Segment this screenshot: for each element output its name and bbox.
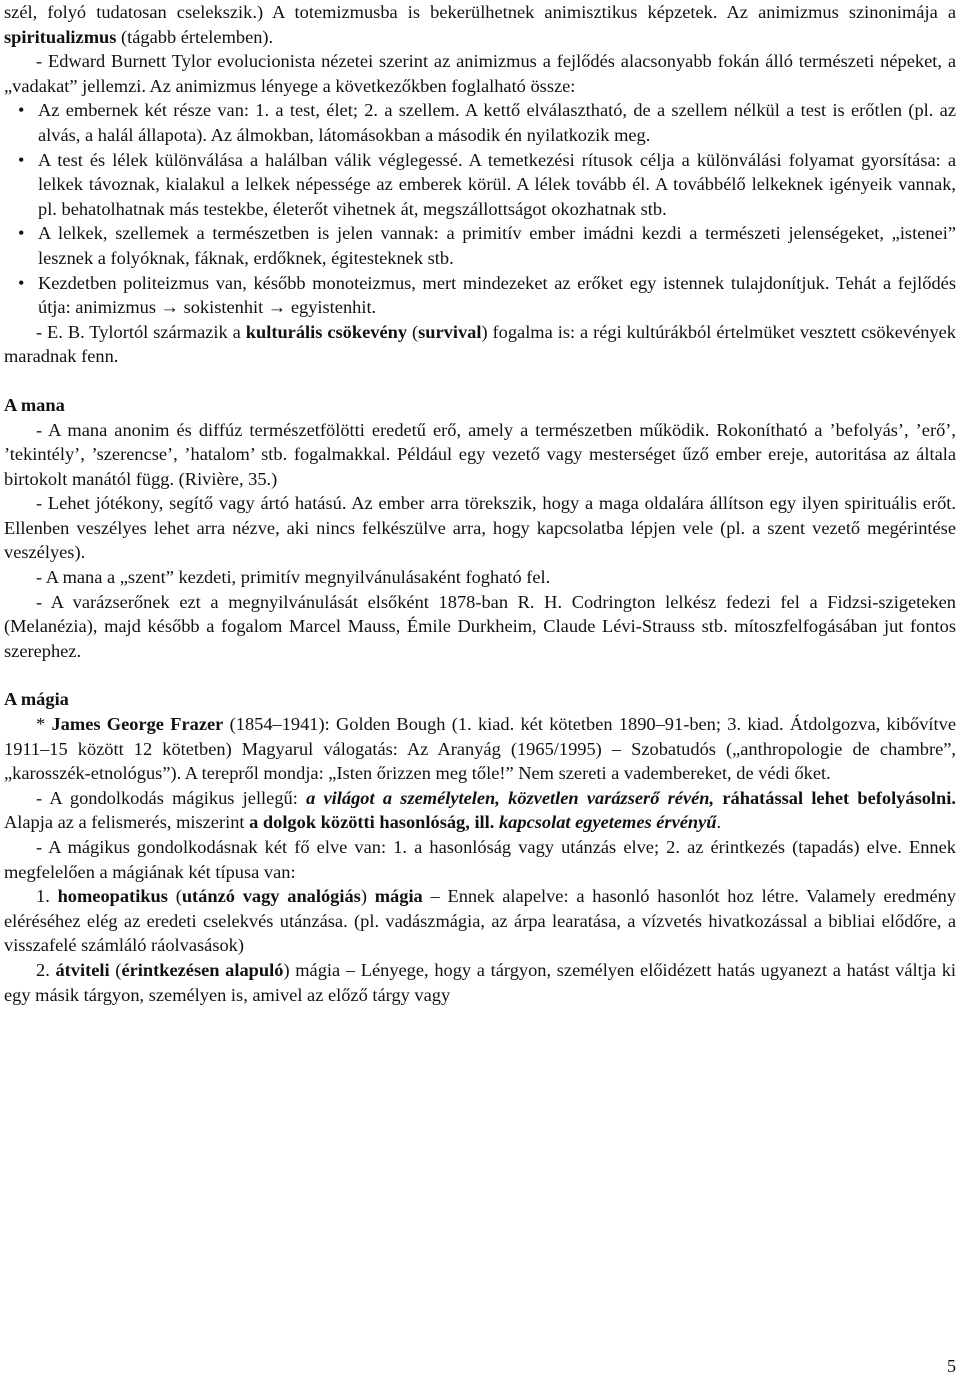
text-run: * [36, 714, 52, 735]
text-run: A test és lélek különválása a halálban válik véglegessé. A temetkezési rítusok célja a különválási folyamat gyorsítása: a lelkek távoznak, kialakul a lelkek népessége az emberek körül. A lélek tovább él. A továbbélő lelkeknek igényeik vannak, pl. behatolhatnak más testekbe, életerőt vihetnek át, megszállottságot okozhatnak stb. [38, 149, 956, 219]
text-run: Az embernek két része van: 1. a test, élet; 2. a szellem. A kettő elválasztható, de a szellem nélkül a test is erőtlen (pl. az alvás, a halál állapota). Az álmokban, látomásokban a második én nyilatkozik meg. [38, 100, 956, 145]
text-run: James George Frazer [51, 714, 224, 735]
text-run: - A mana a „szent” kezdeti, primitív megnyilvánulásaként fogható fel. [36, 567, 551, 588]
text-run: - A mana anonim és diffúz természetfölötti eredetű erő, amely a természetben működik. Rokonítható a ’befolyás’, ’erő’, ’tekintély’, ’szerencse’, ’hatalom’ stb. fogalmakkal. Például egy vezető vagy mesterséget űző ember ereje, autoritása az általa birtokolt manától függ. (Rivière, 35.) [4, 419, 956, 489]
text-run: A mágia [4, 689, 69, 710]
paragraph [4, 835, 956, 884]
text-run: ) mágia – Lényege, hogy a tárgyon, személyen előidézett hatás ugyanezt a hatást váltja ki egy másik tárgyon, személyen is, amivel az előző tárgy vagy [4, 959, 956, 1005]
paragraph [4, 712, 956, 786]
text-run: Alapja az a felismerés, miszerint [4, 812, 250, 833]
section-heading [4, 687, 956, 712]
text-run: szél, folyó tudatosan cselekszik.) A totemizmusba is bekerülhetnek animisztikus képzetek. Az animizmus szinonimája a [4, 2, 956, 22]
text-run: Kezdetben politeizmus van, később monoteizmus, mert mindezeket az erőket egy istennek tulajdonítjuk. Tehát a fejlődés útja: animizmus → sokistenhit → egyistenhit. [38, 272, 956, 318]
text-run: ) [360, 886, 375, 907]
paragraph [4, 491, 956, 565]
bullet-icon: • [18, 100, 25, 121]
text-run: érintkezésen alapuló [121, 959, 284, 980]
text-run: (tágabb értelemben). [116, 26, 274, 47]
text-run: a világot a személytelen, közvetlen varázserő révén, [306, 787, 715, 808]
text-run: kapcsolat egyetemes érvényű [498, 812, 717, 833]
bullet-icon: • [18, 223, 25, 244]
text-run: spiritualizmus [4, 26, 117, 47]
text-run: átviteli [55, 959, 110, 980]
paragraph [4, 786, 956, 835]
paragraph [4, 958, 956, 1007]
paragraph [4, 0, 956, 49]
text-run: A lelkek, szellemek a természetben is jelen vannak: a primitív ember imádni kezdi a természeti jelenségeket, „istenei” lesznek a folyóknak, fáknak, erdőknek, égitesteknek stb. [38, 223, 956, 268]
bullet-icon: • [18, 149, 25, 170]
text-run: (1854–1941): Golden Bough (1. kiad. két kötetben 1890–91-ben; 3. kiad. Átdolgozva, kibővítve 1911–15 között 12 kötetben) Magyarul válogatás: Az Aranyág (1965/1995) – Szobatudós („anthropologie de chambre”, „karosszék-etnológus”). A terepről mondja: „Isten őrizzen meg tőle!” Nem szereti a vadembereket, de védi őket. [4, 714, 957, 784]
text-run: ráhatással lehet befolyásolni. [722, 787, 956, 808]
paragraph [4, 884, 956, 958]
paragraph [4, 590, 956, 664]
section-heading [4, 393, 956, 418]
text-run: homeopatikus [57, 886, 168, 907]
text-run: - A gondolkodás mágikus jellegű: [36, 787, 307, 808]
bullet-item [4, 98, 956, 147]
text-run: - A mágikus gondolkodásnak két fő elve van: 1. a hasonlóság vagy utánzás elve; 2. az érintkezés (tapadás) elve. Ennek megfelelően a mágiának két típusa van: [4, 837, 956, 882]
text-run: – Ennek alapelve: a hasonló hasonlót hoz létre. Valamely eredmény eléréséhez elég az eredeti cselekvés utánzása. (pl. vadászmágia, az árpa learatása, a vízvetés hivatkozással a bibliai elődőre, a visszafelé számláló ráolvasások) [4, 886, 956, 956]
text-run: 2. [36, 959, 56, 980]
text-run: - Lehet jótékony, segítő vagy ártó hatású. Az ember arra törekszik, hogy a maga oldalára állítson egy ilyen spirituális erőt. Ellenben veszélyes lehet arra nézve, aki nincs felkészülve arra, hogy kapcsolatba lépjen vele (pl. a szent vezető megérintése veszélyes). [4, 493, 956, 563]
paragraph-gap [4, 663, 956, 687]
bullet-item [4, 221, 956, 270]
text-run: ( [109, 959, 122, 980]
paragraph [4, 320, 956, 369]
paragraph [4, 418, 956, 492]
page-number: 5 [947, 1356, 956, 1376]
bullet-item [4, 148, 956, 222]
text-run: . [716, 812, 722, 833]
text-run: A mana [4, 394, 65, 415]
paragraph-gap [4, 369, 956, 393]
text-run: - Edward Burnett Tylor evolucionista nézetei szerint az animizmus a fejlődés alacsonyabb fokán álló természeti népeket, a „vadakat” jellemzi. Az animizmus lényege a következőkben foglalható össze: [4, 51, 956, 96]
text-run: mágia [374, 886, 423, 907]
document-body [4, 0, 956, 1007]
paragraph [4, 49, 956, 98]
text-run: survival [418, 321, 482, 342]
text-run: - E. B. Tylortól származik a [36, 321, 246, 342]
bullet-item [4, 271, 956, 320]
text-run: 1. [36, 886, 58, 907]
text-run: utánzó vagy analógiás [181, 886, 361, 907]
text-run: ( [167, 886, 182, 907]
text-run: ( [407, 321, 419, 342]
text-run: ) fogalma is: a régi kultúrákból értelmüket vesztett csökevények maradnak fenn. [4, 321, 956, 367]
bullet-icon: • [18, 272, 25, 293]
paragraph [4, 565, 956, 590]
text-run: - A varázserőnek ezt a megnyilvánulását elsőként 1878-ban R. H. Codrington lelkész fedezi fel a Fidzsi-szigeteken (Melanézia), majd később a fogalom Marcel Mauss, Émile Durkheim, Claude Lévi-Strauss stb. mítoszfelfogásában jut fontos szerephez. [4, 591, 956, 661]
text-run: a dolgok közötti hasonlóság, ill. [249, 812, 495, 833]
text-run: kulturális csökevény [245, 321, 408, 342]
